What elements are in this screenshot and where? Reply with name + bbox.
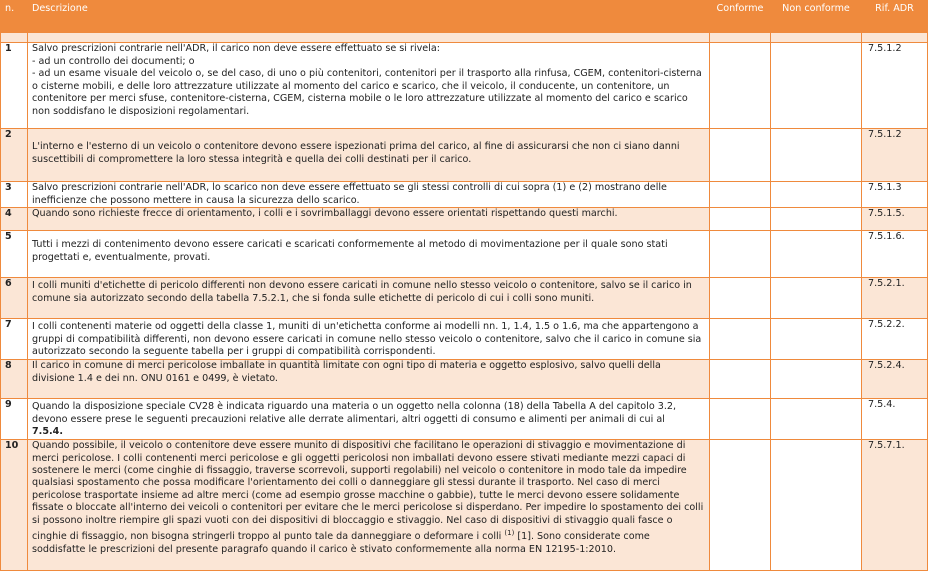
rif-adr-cell: 7.5.4. xyxy=(862,399,928,440)
row-number: 4 xyxy=(1,208,28,231)
table-row xyxy=(1,440,928,571)
row-description: L'interno e l'esterno di un veicolo o contenitore devono essere ispezionati prima del carico, al fine di assicurarsi che non ci siano danni suscettibili di compromettere la loro stessa integrità e quella dei colli destinati per il carico. xyxy=(28,129,710,182)
header-rif-adr: Rif. ADR xyxy=(862,1,928,33)
table-row xyxy=(1,231,928,278)
row-number: 9 xyxy=(1,399,28,440)
table-row xyxy=(1,208,928,231)
conforme-cell[interactable] xyxy=(710,360,771,399)
row-number: 2 xyxy=(1,129,28,182)
non-conforme-cell[interactable] xyxy=(771,129,862,182)
row-description: Quando sono richieste frecce di orientamento, i colli e i sovrimballaggi devono essere orientati rispettando questi marchi. xyxy=(28,208,710,231)
header-non-conforme: Non conforme xyxy=(771,1,862,33)
table-row xyxy=(1,182,928,208)
table-row xyxy=(1,278,928,319)
non-conforme-cell[interactable] xyxy=(771,182,862,208)
table-row xyxy=(1,319,928,360)
table-row xyxy=(1,43,928,129)
row-number: 10 xyxy=(1,440,28,571)
row-number: 6 xyxy=(1,278,28,319)
rif-adr-cell: 7.5.1.5. xyxy=(862,208,928,231)
conforme-cell[interactable] xyxy=(710,278,771,319)
table-row xyxy=(1,360,928,399)
conforme-cell[interactable] xyxy=(710,319,771,360)
spacer-row xyxy=(1,33,928,43)
rif-adr-cell: 7.5.1.2 xyxy=(862,129,928,182)
rif-adr-cell: 7.5.2.2. xyxy=(862,319,928,360)
rif-adr-cell: 7.5.7.1. xyxy=(862,440,928,571)
conforme-cell[interactable] xyxy=(710,399,771,440)
non-conforme-cell[interactable] xyxy=(771,319,862,360)
row-description: Il carico in comune di merci pericolose imballate in quantità limitate con ogni tipo di materia e oggetto esplosivo, salvo quelli della divisione 1.4 e dei nn. ONU 0161 e 0499, è vietato. xyxy=(28,360,710,399)
row-number: 1 xyxy=(1,43,28,129)
non-conforme-cell[interactable] xyxy=(771,43,862,129)
row-description: Tutti i mezzi di contenimento devono essere caricati e scaricati conformemente al metodo di movimentazione per il quale sono stati progettati e, eventualmente, provati. xyxy=(28,231,710,278)
non-conforme-cell[interactable] xyxy=(771,360,862,399)
conforme-cell[interactable] xyxy=(710,43,771,129)
rif-adr-cell: 7.5.1.3 xyxy=(862,182,928,208)
row-number: 7 xyxy=(1,319,28,360)
conforme-cell[interactable] xyxy=(710,129,771,182)
non-conforme-cell[interactable] xyxy=(771,278,862,319)
header-row xyxy=(1,1,928,33)
row-description: I colli muniti d'etichette di pericolo differenti non devono essere caricati in comune nello stesso veicolo o contenitore, salvo se il carico in comune sia autorizzato secondo della tabella 7.5.2.1, che si fonda sulle etichette di pericolo di cui i colli sono muniti. xyxy=(28,278,710,319)
row-description: Quando possibile, il veicolo o contenitore deve essere munito di dispositivi che facilitano le operazioni di stivaggio e movimentazione di merci pericolose. I colli contenenti merci pericolose e gli oggetti pericolosi non imballati devono essere stivati mediante mezzi capaci di sostenere le merci (come cinghie di fissaggio, traverse scorrevoli, supporti regolabili) nel veicolo o contenitore in modo tale da impedire qualsiasi spostamento che possa modificare l'orientamento dei colli o danneggiare gli stessi durante il trasporto. Nel caso di merci pericolose trasportate insieme ad altre merci (come ad esempio grosse macchine o gabbie), tutte le merci devono essere solidamente fissate o bloccate all'interno dei veicoli o contenitori per evitare che le merci pericolose si disperdano. Per impedire lo spostamento dei colli si possono inoltre riempire gli spazi vuoti con dei dispositivi di bloccaggio e stivaggio. Nel caso di dispositivi di stivaggio quali fasce o cinghie di fissaggio, non bisogna stringerli troppo al punto tale da danneggiare o deformare i colli $^{(1)}$ [1]. Sono considerate come soddisfatte le prescrizioni del presente paragrafo quando il carico è stivato conformemente alla norma EN 12195-1:2010. xyxy=(28,440,710,571)
header-n: n. xyxy=(1,1,28,33)
non-conforme-cell[interactable] xyxy=(771,440,862,571)
rif-adr-cell: 7.5.1.6. xyxy=(862,231,928,278)
row-number: 8 xyxy=(1,360,28,399)
conforme-cell[interactable] xyxy=(710,440,771,571)
row-description: I colli contenenti materie od oggetti della classe 1, muniti di un'etichetta conforme ai modelli nn. 1, 1.4, 1.5 o 1.6, ma che appartengono a gruppi di compatibilità differenti, non devono essere caricati in comune nello stesso veicolo o contenitore, salvo che il carico in comune sia autorizzato secondo la seguente tabella per i gruppi di compatibilità corrispondenti. xyxy=(28,319,710,360)
row-number: 5 xyxy=(1,231,28,278)
non-conforme-cell[interactable] xyxy=(771,399,862,440)
row-description: Salvo prescrizioni contrarie nell'ADR, lo scarico non deve essere effettuato se gli stessi controlli di cui sopra (1) e (2) mostrano delle inefficienze che possono mettere in causa la sicurezza dello scarico. xyxy=(28,182,710,208)
row-number: 3 xyxy=(1,182,28,208)
conforme-cell[interactable] xyxy=(710,182,771,208)
rif-adr-cell: 7.5.1.2 xyxy=(862,43,928,129)
rif-adr-cell: 7.5.2.1. xyxy=(862,278,928,319)
header-conforme: Conforme xyxy=(710,1,771,33)
conforme-cell[interactable] xyxy=(710,208,771,231)
conforme-cell[interactable] xyxy=(710,231,771,278)
table-row xyxy=(1,129,928,182)
row-description: Salvo prescrizioni contrarie nell'ADR, il carico non deve essere effettuato se si rivela: - ad un controllo dei documenti; o - ad un esame visuale del veicolo o, se del caso, di uno o più contenitori, contenitori per il trasporto alla rinfusa, CGEM, contenitori-cisterna o cisterne mobili, e delle loro attrezzature utilizzate al momento del carico e scarico, che il veicolo, il conducente, un contenitore, un contenitore per merci sfuse, contenitore-cisterna, CGEM, cisterna mobile o le loro attrezzature utilizzate al momento del carico e scarico non soddisfano le disposizioni regolamentari. xyxy=(28,43,710,129)
table-row xyxy=(1,399,928,440)
header-descrizione: Descrizione xyxy=(28,1,710,33)
footnote-marker: (1) xyxy=(504,529,515,538)
non-conforme-cell[interactable] xyxy=(771,231,862,278)
row-description: Quando la disposizione speciale CV28 è indicata riguardo una materia o un oggetto nella colonna (18) della Tabella A del capitolo 3.2, devono essere prese le seguenti precauzioni relative alle derrate alimentari, altri oggetti di consumo e alimenti per animali di cui al 7.5.4. xyxy=(28,399,710,440)
non-conforme-cell[interactable] xyxy=(771,208,862,231)
rif-adr-cell: 7.5.2.4. xyxy=(862,360,928,399)
